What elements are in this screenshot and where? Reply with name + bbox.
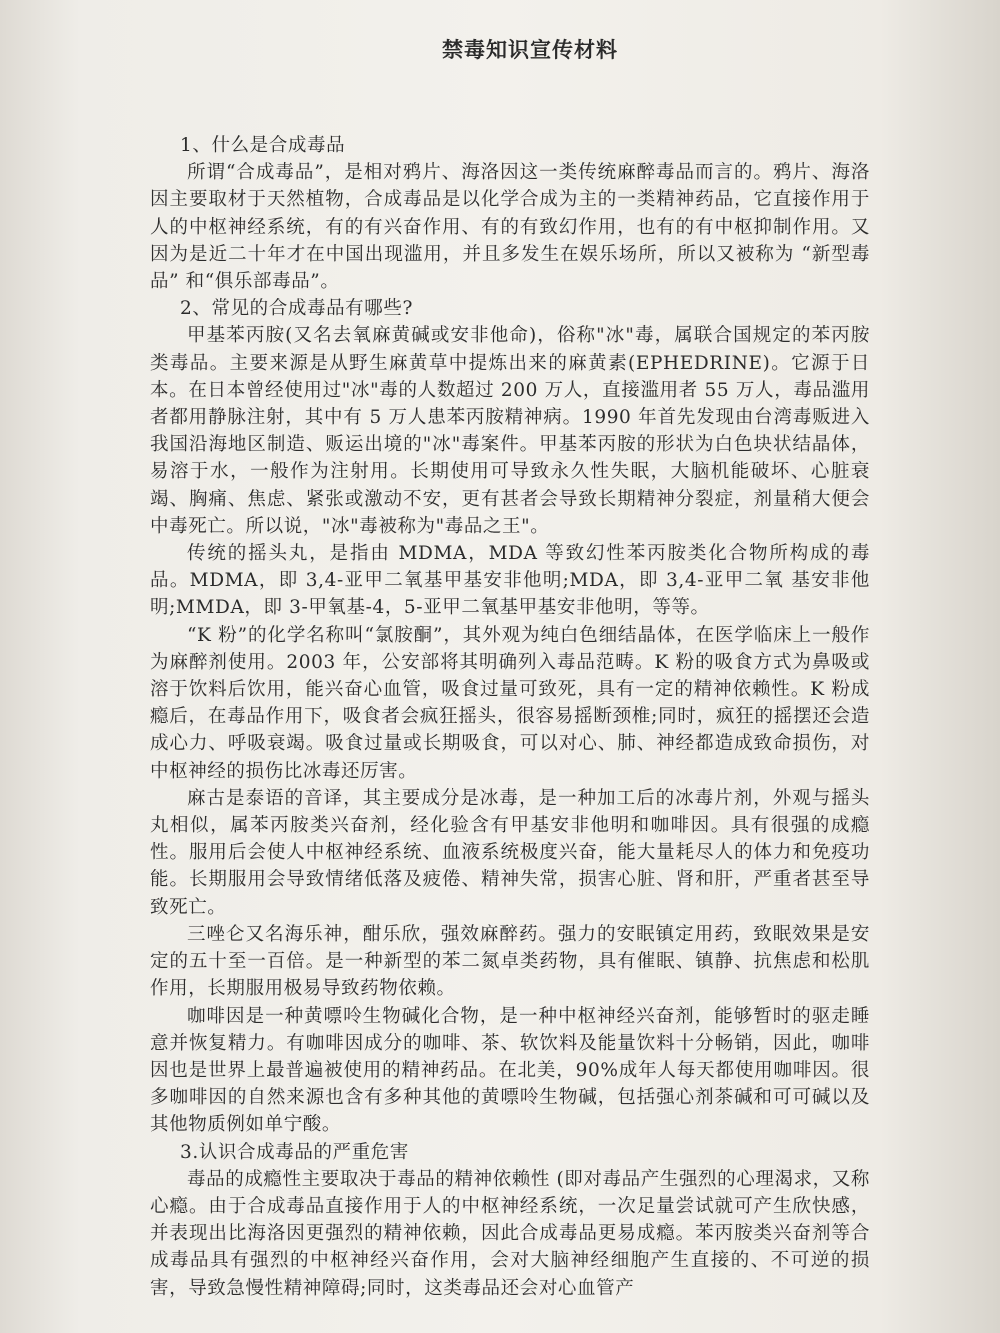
paragraph: 三唑仑又名海乐神，酣乐欣，强效麻醉药。强力的安眠镇定用药，致眠效果是安定的五十至一百倍。是一种新型的苯二氮卓类药物，具有催眠、镇静、抗焦虑和松肌作用，长期服用极易导致药物依赖。 <box>150 923 870 1000</box>
section-3 <box>150 1139 870 1302</box>
paragraph: 传统的摇头丸，是指由 MDMA，MDA 等致幻性苯丙胺类化合物所构成的毒品。MDMA，即 3,4-亚甲二氧基甲基安非他明;MDA，即 3,4-亚甲二氧 基安非他明;MMDA，即 3-甲氧基-4，5-亚甲二氧基甲基安非他明，等等。 <box>150 543 870 619</box>
document-title: 禁毒知识宣传材料 <box>442 38 618 62</box>
paragraph: 咖啡因是一种黄嘌呤生物碱化合物，是一种中枢神经兴奋剂，能够暂时的驱走睡意并恢复精力。有咖啡因成分的咖啡、茶、软饮料及能量饮料十分畅销，因此，咖啡因也是世界上最普遍被使用的精神药品。在北美，90%成年人每天都使用咖啡因。很多咖啡因的自然来源也含有多种其他的黄嘌呤生物碱，包括强心剂茶碱和可可碱以及其他物质例如单宁酸。 <box>150 1005 870 1136</box>
section-2 <box>150 295 870 1138</box>
paragraph: “K 粉”的化学名称叫“氯胺酮”，其外观为纯白色细结晶体，在医学临床上一般作为麻醉剂使用。2003 年，公安部将其明确列入毒品范畴。K 粉的吸食方式为鼻吸或溶于饮料后饮用，能兴奋心血管，吸食过量可致死，具有一定的精神依赖性。K 粉成瘾后，在毒品作用下，吸食者会疯狂摇头，很容易摇断颈椎;同时，疯狂的摇摆还会造成心力、呼吸衰竭。吸食过量或长期吸食，可以对心、肺、神经都造成致命损伤，对中枢神经的损伤比冰毒还厉害。 <box>150 624 870 782</box>
paragraph: 麻古是泰语的音译，其主要成分是冰毒，是一种加工后的冰毒片剂，外观与摇头丸相似，属苯丙胺类兴奋剂，经化验含有甲基安非他明和咖啡因。具有很强的成瘾性。服用后会使人中枢神经系统、血液系统极度兴奋，能大量耗尽人的体力和免疫功能。长期服用会导致情绪低落及疲倦、精神失常，损害心脏、肾和肝，严重者甚至导致死亡。 <box>150 787 870 918</box>
document-body <box>150 132 870 1302</box>
section-heading: 3.认识合成毒品的严重危害 <box>180 1141 409 1163</box>
paragraph: 所谓“合成毒品”，是相对鸦片、海洛因这一类传统麻醉毒品而言的。鸦片、海洛因主要取材于天然植物，合成毒品是以化学合成为主的一类精神药品，它直接作用于人的中枢神经系统，有的有兴奋作用、有的有致幻作用，也有的有中枢抑制作用。又因为是近二十年才在中国出现滥用，并且多发生在娱乐场所，所以又被称为 “新型毒品” 和“俱乐部毒品”。 <box>150 162 870 293</box>
section-1 <box>150 132 870 295</box>
section-heading: 1、什么是合成毒品 <box>180 135 346 156</box>
section-heading: 2、常见的合成毒品有哪些? <box>180 298 413 320</box>
paragraph: 毒品的成瘾性主要取决于毒品的精神依赖性 (即对毒品产生强烈的心理渴求，又称心瘾。由于合成毒品直接作用于人的中枢神经系统，一次足量尝试就可产生欣快感，并表现出比海洛因更强烈的精神依赖，因此合成毒品更易成瘾。苯丙胺类兴奋剂等合成毒品具有强烈的中枢神经兴奋作用，会对大脑神经细胞产生直接的、不可逆的损害，导致急慢性精神障碍;同时，这类毒品还会对心血管产 <box>150 1168 870 1299</box>
paragraph: 甲基苯丙胺(又名去氧麻黄碱或安非他命)，俗称"冰"毒，属联合国规定的苯丙胺类毒品。主要来源是从野生麻黄草中提炼出来的麻黄素(EPHEDRINE)。它源于日本。在日本曾经使用过"冰"毒的人数超过 200 万人，直接滥用者 55 万人，毒品滥用者都用静脉注射，其中有 5 万人患苯丙胺精神病。1990 年首先发现由台湾毒贩进入我国沿海地区制造、贩运出境的"冰"毒案件。甲基苯丙胺的形状为白色块状结晶体，易溶于水，一般作为注射用。长期使用可导致永久性失眠，大脑机能破坏、心脏衰竭、胸痛、焦虑、紧张或激动不安，更有甚者会导致长期精神分裂症，剂量稍大便会中毒死亡。所以说，"冰"毒被称为"毒品之王"。 <box>150 325 870 537</box>
